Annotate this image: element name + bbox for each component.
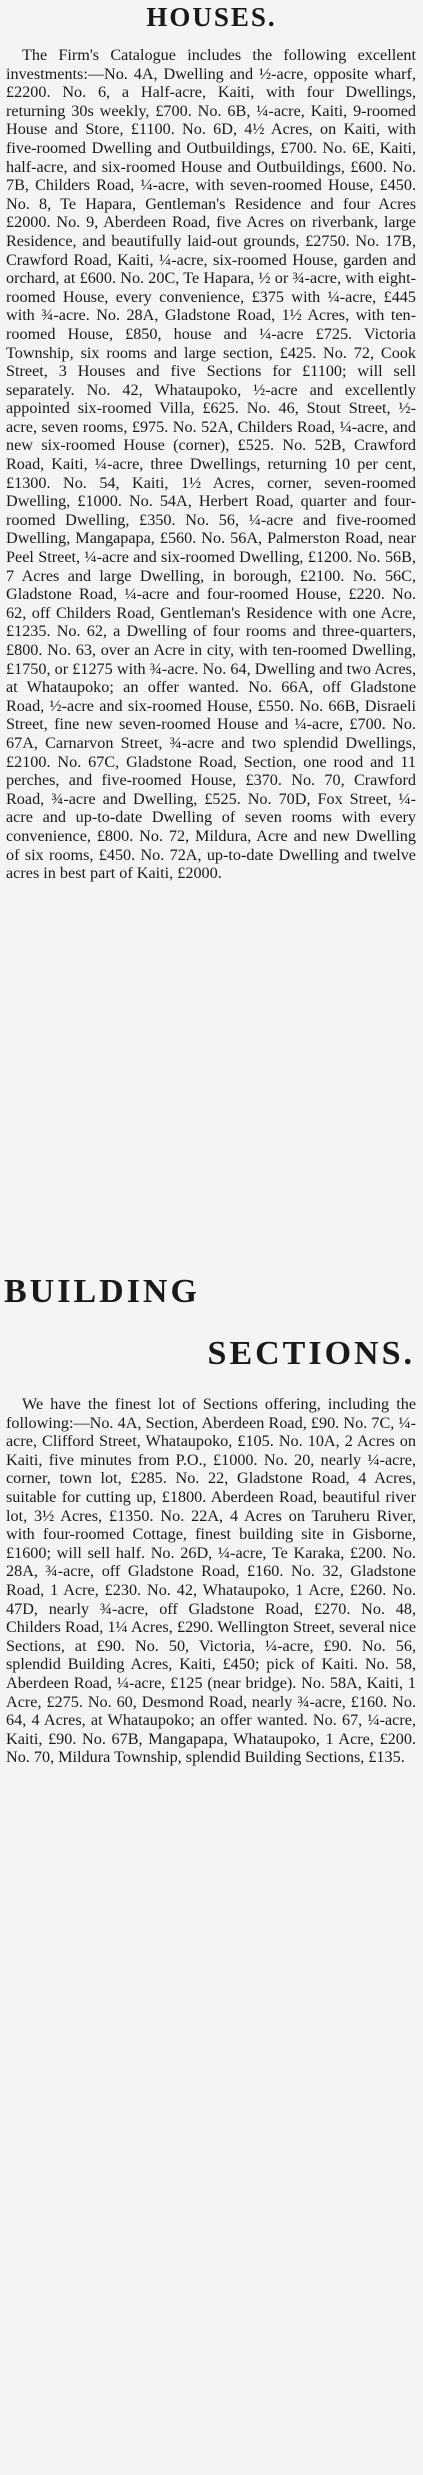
building-heading: BUILDING [4,1273,200,1310]
sections-listing-text: We have the finest lot of Sections offering, including the following:—No. 4A, Section, Aberdeen Road, £90. No. 7C, ¼-acre, Clifford Street, Whataupoko, £105. No. 10A, 2 Acres on Kaiti, five minutes from P.O., £1000. No. 20, nearly ¼-acre, corner, town lot, £285. No. 22, Gladstone Road, 4 Acres, suitable for cutting up, £1800. Aberdeen Road, beautiful river lot, 3½ Acres, £1350. No. 22A, 4 Acres on Taruheru River, with four-roomed Cottage, finest building site in Gisborne, £1600; will sell half. No. 26D, ¼-acre, Te Karaka, £200. No. 28A, ¾-acre, off Gladstone Road, £160. No. 32, Gladstone Road, 1 Acre, £230. No. 42, Whataupoko, 1 Acre, £260. No. 47D, nearly ¾-acre, off Gladstone Road, £270. No. 48, Childers Road, 1¼ Acres, £290. Wellington Street, several nice Sections, at £90. No. 50, Victoria, ¼-acre, £90. No. 56, splendid Building Acres, Kaiti, £450; pick of Kaiti. No. 58, Aberdeen Road, ¼-acre, £125 (near bridge). No. 58A, Kaiti, 1 Acre, £275. No. 60, Desmond Road, nearly ¾-acre, £160. No. 64, 4 Acres, at Whataupoko; an offer wanted. No. 67, ¼-acre, Kaiti, £90. No. 67B, Mangapapa, Whataupoko, 1 Acre, £200. No. 70, Mildura Township, splendid Building Sections, £135. [6,1395,416,1767]
houses-heading: HOUSES. [146,2,277,32]
sections-heading: SECTIONS. [207,1335,415,1372]
houses-listing-text: The Firm's Catalogue includes the following excellent investments:—No. 4A, Dwelling and ½-acre, opposite wharf, £2200. No. 6, a Half-acre, Kaiti, with four Dwellings, returning 30s weekly, £700. No. 6B, ¼-acre, Kaiti, 9-roomed House and Store, £1100. No. 6D, 4½ Acres, on Kaiti, with five-roomed Dwelling and Outbuildings, £700. No. 6E, Kaiti, half-acre, and six-roomed House and Outbuildings, £600. No. 7B, Childers Road, ¼-acre, with seven-roomed House, £450. No. 8, Te Hapara, Gentleman's Residence and four Acres £2000. No. 9, Aberdeen Road, five Acres on riverbank, large Residence, and beautifully laid-out grounds, £2750. No. 17B, Crawford Road, Kaiti, ¼-acre, six-roomed House, garden and orchard, at £600. No. 20C, Te Hapara, ½ or ¾-acre, with eight-roomed House, every convenience, £375 with ¼-acre, £445 with ¾-acre. No. 28A, Gladstone Road, 1½ Acres, with ten-roomed House, £850, house and ¼-acre £725. Victoria Township, six rooms and large section, £425. No. 72, Cook Street, 3 Houses and five Sections for £1100; will sell separately. No. 42, Whataupoko, ½-acre and excellently appointed six-roomed Villa, £625. No. 46, Stout Street, ½-acre, seven rooms, £975. No. 52A, Childers Road, ¼-acre, and new six-roomed House (corner), £525. No. 52B, Crawford Road, Kaiti, ¼-acre, three Dwellings, returning 10 per cent, £1300. No. 54, Kaiti, 1½ Acres, corner, seven-roomed Dwelling, £1000. No. 54A, Herbert Road, quarter and four-roomed Dwelling, £350. No. 56, ¼-acre and five-roomed Dwelling, Mangapapa, £560. No. 56A, Palmerston Road, near Peel Street, ¼-acre and six-roomed Dwelling, £1200. No. 56B, 7 Acres and large Dwelling, in borough, £2100. No. 56C, Gladstone Road, ¼-acre and four-roomed House, £220. No. 62, off Childers Road, Gentleman's Residence with one Acre, £1235. No. 62, a Dwelling of four rooms and three-quarters, £800. No. 63, over an Acre in city, with ten-roomed Dwelling, £1750, or £1275 with ¾-acre. No. 64, Dwelling and two Acres, at Whataupoko; an offer wanted. No. 66A, off Gladstone Road, ½-acre and six-roomed House, £550. No. 66B, Disraeli Street, fine new seven-roomed House and ¼-acre, £700. No. 67A, Carnarvon Street, ¾-acre and two splendid Dwellings, £2100. No. 67C, Gladstone Road, Section, one rood and 11 perches, and five-roomed House, £370. No. 70, Crawford Road, ¾-acre and Dwelling, £525. No. 70D, Fox Street, ¼-acre and up-to-date Dwelling of seven rooms with every convenience, £800. No. 72, Mildura, Acre and new Dwelling of six rooms, £450. No. 72A, up-to-date Dwelling and twelve acres in best part of Kaiti, £2000. [6,46,416,883]
